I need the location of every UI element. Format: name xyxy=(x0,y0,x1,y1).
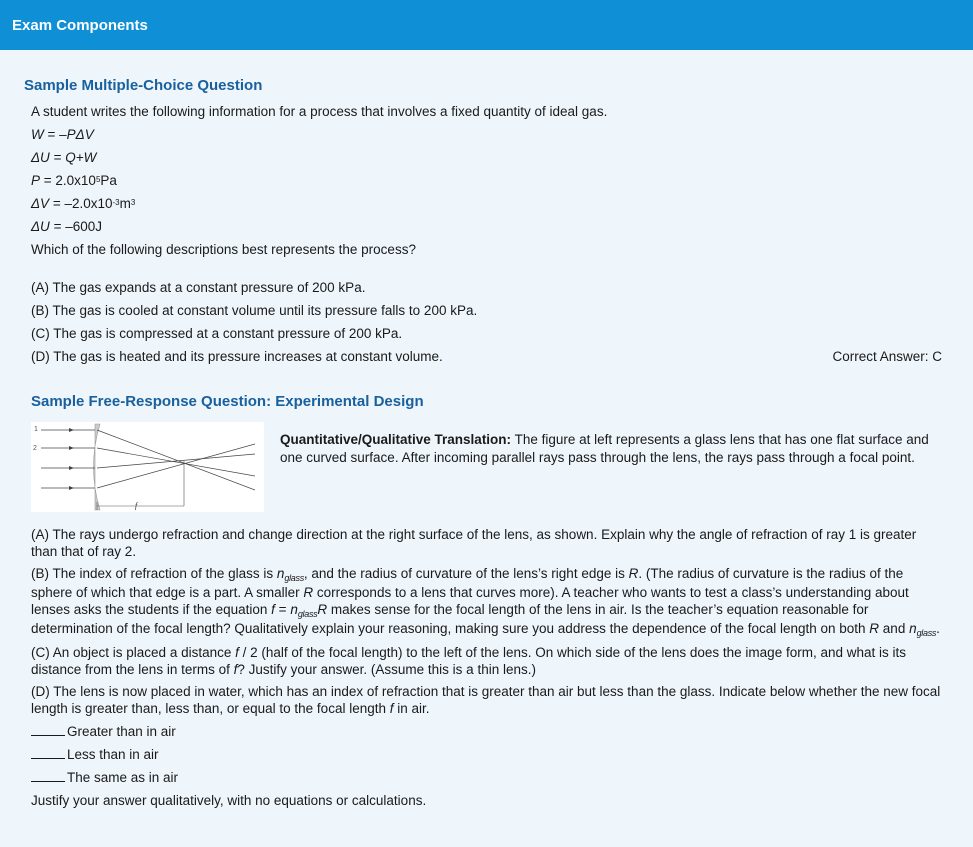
choice-c: (C) The gas is compressed at a constant pressure of 200 kPa. xyxy=(31,326,403,341)
fr-section-title: Sample Free-Response Question: Experimental Design xyxy=(31,393,424,410)
option-greater: Greater than in air xyxy=(31,723,942,740)
mc-section-title: Sample Multiple-Choice Question xyxy=(24,77,263,94)
header-title: Exam Components xyxy=(12,17,148,34)
equation-energy-change: ΔU = –600J xyxy=(31,219,102,234)
correct-answer: Correct Answer: C xyxy=(832,349,942,364)
mc-intro: A student writes the following information for a process that involves a fixed quantity of ideal gas. xyxy=(31,104,608,119)
incoming-rays xyxy=(41,430,95,488)
main-content xyxy=(0,77,973,809)
refracted-rays xyxy=(97,430,255,490)
translation-label: Quantitative/Qualitative Translation: xyxy=(280,432,512,447)
equation-volume-change: $\Delta V = -2.0x10^{-3}m^3$ xyxy=(31,196,136,211)
fr-part-b: (B) The index of refraction of the glass is $n_{glass}$, and the radius of curvature of the lens’s right edge is R. (The radius of curvature is the radius of the sphere of which that edge is a part. A smaller R corresponds to a lens that curves more). A teacher who wants to test a class’s understanding about lenses asks the students if the equation $f = n_{glass}R$ makes sense for the focal length of the lens in air. Is the teacher’s equation reasonable for determination of the focal length? Qualitatively explain your reasoning, making sure you address the dependence of the focal length on both R and $n_{glass}$. xyxy=(31,566,940,638)
fr-part-d: (D) The lens is now placed in water, which has an index of refraction that is greater than air but less than the glass. Indicate below whether the new focal length is greater than, less than, or equal to the focal length f in air. xyxy=(31,684,941,716)
fr-part-a: (A) The rays undergo refraction and change direction at the right surface of the lens, as shown. Explain why the angle of refraction of ray 1 is greater than that of ray 2. xyxy=(31,527,917,559)
answer-blank xyxy=(31,747,65,759)
option-same: The same as in air xyxy=(31,769,942,786)
option-less: Less than in air xyxy=(31,746,942,763)
ray-2-label: 2 xyxy=(33,445,37,452)
answer-blank xyxy=(31,724,65,736)
mc-question: Which of the following descriptions best represents the process? xyxy=(31,242,416,257)
lens-shape xyxy=(94,424,101,510)
lens-diagram xyxy=(31,422,264,512)
choice-b: (B) The gas is cooled at constant volume until its pressure falls to 200 kPa. xyxy=(31,303,478,318)
header-bar xyxy=(0,0,973,50)
choice-a: (A) The gas expands at a constant pressure of 200 kPa. xyxy=(31,280,366,295)
choice-d: (D) The gas is heated and its pressure increases at constant volume. xyxy=(31,349,443,364)
fr-part-c: (C) An object is placed a distance f / 2 (half of the focal length) to the left of the lens. On which side of the lens does the image form, and what is its distance from the lens in terms of f? Justify your answer. (Assume this is a thin lens.) xyxy=(31,645,906,677)
incoming-arrowheads xyxy=(69,428,74,490)
equation-pressure: $P = 2.0x10^5Pa$ xyxy=(31,173,117,188)
choice-d-row xyxy=(31,349,942,365)
mc-choices xyxy=(31,280,942,365)
figure-row xyxy=(31,422,942,512)
ray-1-label: 1 xyxy=(34,426,38,433)
equation-first-law: ΔU = Q+W xyxy=(31,150,97,165)
justify-instruction: Justify your answer qualitatively, with no equations or calculations. xyxy=(31,793,427,808)
equation-work: W = –PΔV xyxy=(31,127,94,142)
lens-diagram-svg xyxy=(31,422,264,512)
focal-length-label: f xyxy=(135,501,138,510)
answer-blank xyxy=(31,770,65,782)
translation-text: Quantitative/Qualitative Translation: The figure at left represents a glass lens that has one flat surface and one curved surface. After incoming parallel rays pass through the lens, the rays pass through a focal point. xyxy=(280,432,929,465)
